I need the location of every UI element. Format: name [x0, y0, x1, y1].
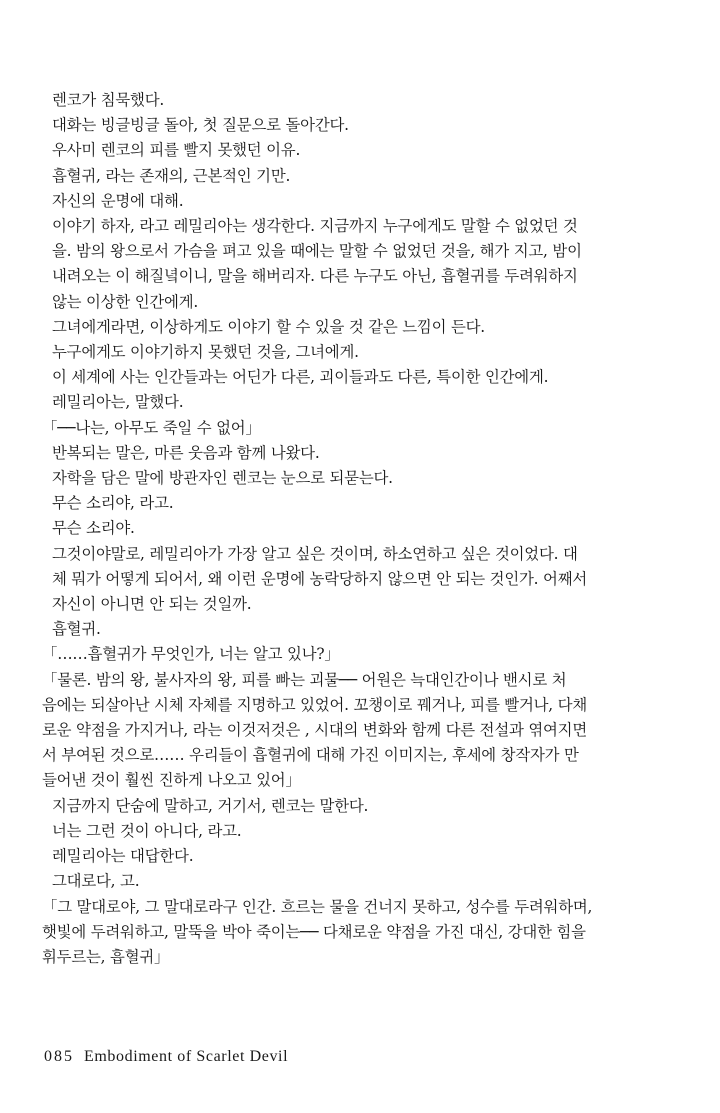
text-line: 「──나는, 아무도 죽일 수 없어」	[42, 418, 261, 437]
narration-paragraph	[42, 516, 682, 541]
text-line: 지금까지 단숨에 말하고, 거기서, 렌코는 말한다.	[52, 796, 369, 815]
narration-paragraph	[42, 869, 682, 894]
text-line: 렌코가 침묵했다.	[52, 91, 165, 109]
narration-paragraph	[42, 365, 682, 390]
page-number: 085	[44, 1048, 74, 1065]
text-line: 그것이야말로, 레밀리아가 가장 알고 싶은 것이며, 하소연하고 싶은 것이었다. 대	[52, 544, 578, 563]
text-line: 레밀리아는 대답한다.	[52, 847, 194, 866]
text-line: 반복되는 말은, 마른 웃음과 함께 나왔다.	[52, 443, 320, 462]
text-line: 이야기 하자, 라고 레밀리아는 생각한다. 지금까지 누구에게도 말할 수 없었던 것	[52, 217, 578, 236]
narration-paragraph	[42, 189, 682, 214]
text-line: 너는 그런 것이 아니다, 라고.	[52, 821, 242, 840]
narration-paragraph	[42, 340, 682, 365]
narration-paragraph	[42, 491, 682, 516]
narration-paragraph	[42, 819, 682, 844]
text-line: 서 부여된 것으로…… 우리들이 흡혈귀에 대해 가진 이미지는, 후세에 창작자가 만	[42, 746, 579, 765]
text-line: 로운 약점을 가지거나, 라는 이것저것은 , 시대의 변화와 함께 다른 전설과 엮여지면	[42, 721, 588, 740]
text-line: 휘두르는, 흡혈귀」	[42, 947, 170, 966]
text-line: 이 세계에 사는 인간들과는 어딘가 다른, 괴이들과도 다른, 특이한 인간에게.	[52, 368, 549, 387]
narration-paragraph	[42, 88, 682, 113]
narration-paragraph	[42, 164, 682, 189]
narration-paragraph	[42, 441, 682, 466]
text-line: 들어낸 것이 훨씬 진하게 나오고 있어」	[42, 771, 301, 790]
text-line: 내려오는 이 해질녘이니, 말을 해버리자. 다른 누구도 아닌, 흡혈귀를 두려워하지	[52, 267, 578, 286]
text-line: 햇빛에 두려워하고, 말뚝을 박아 죽이는── 다채로운 약점을 가진 대신, 강대한 힘을	[42, 922, 586, 941]
narration-paragraph	[42, 214, 682, 315]
dialogue-paragraph	[42, 895, 682, 971]
text-line: 무슨 소리야, 라고.	[52, 494, 174, 513]
text-line: 「물론. 밤의 왕, 불사자의 왕, 피를 빠는 괴물── 어원은 늑대인간이나 밴시로 처	[42, 670, 567, 689]
dialogue-paragraph	[42, 416, 682, 441]
text-line: 흡혈귀.	[52, 620, 101, 639]
narration-paragraph	[42, 315, 682, 340]
narration-paragraph	[42, 113, 682, 138]
book-title: Embodiment of Scarlet Devil	[84, 1048, 289, 1065]
narration-paragraph	[42, 844, 682, 869]
narration-paragraph	[42, 542, 682, 618]
text-line: 을. 밤의 왕으로서 가슴을 펴고 있을 때에는 말할 수 없었던 것을, 해가 지고, 밤이	[52, 242, 582, 261]
text-line: 흡혈귀, 라는 존재의, 근본적인 기만.	[52, 166, 291, 185]
narration-paragraph	[42, 794, 682, 819]
text-line: 않는 이상한 인간에게.	[52, 292, 199, 311]
dialogue-paragraph	[42, 642, 682, 667]
text-line: 누구에게도 이야기하지 못했던 것을, 그녀에게.	[52, 343, 359, 362]
narration-paragraph	[42, 466, 682, 491]
narration-paragraph	[42, 138, 682, 163]
narration-paragraph	[42, 390, 682, 415]
text-line: 「……흡혈귀가 무엇인가, 너는 알고 있나?」	[42, 645, 340, 664]
narration-paragraph	[42, 617, 682, 642]
text-line: 자신의 운명에 대해.	[52, 191, 184, 210]
page-footer	[44, 1048, 288, 1066]
text-line: 그대로다, 고.	[52, 872, 140, 891]
text-line: 체 뭐가 어떻게 되어서, 왜 이런 운명에 농락당하지 않으면 안 되는 것인가. 어째서	[52, 569, 588, 588]
text-line: 그녀에게라면, 이상하게도 이야기 할 수 있을 것 같은 느낌이 든다.	[52, 317, 485, 336]
text-line: 자신이 아니면 안 되는 것일까.	[52, 595, 252, 614]
text-line: 「그 말대로야, 그 말대로라구 인간. 흐르는 물을 건너지 못하고, 성수를 두려워하며,	[42, 897, 593, 916]
text-line: 대화는 빙글빙글 돌아, 첫 질문으로 돌아간다.	[52, 116, 349, 135]
body-text	[42, 88, 682, 970]
dialogue-paragraph	[42, 668, 682, 794]
text-line: 무슨 소리야.	[52, 519, 135, 538]
text-line: 우사미 렌코의 피를 빨지 못했던 이유.	[52, 141, 301, 160]
text-line: 레밀리아는, 말했다.	[52, 393, 184, 412]
text-line: 자학을 담은 말에 방관자인 렌코는 눈으로 되묻는다.	[52, 469, 393, 488]
text-line: 음에는 되살아난 시체 자체를 지명하고 있었어. 꼬챙이로 꿰거나, 피를 빨거나, 다채	[42, 695, 588, 714]
